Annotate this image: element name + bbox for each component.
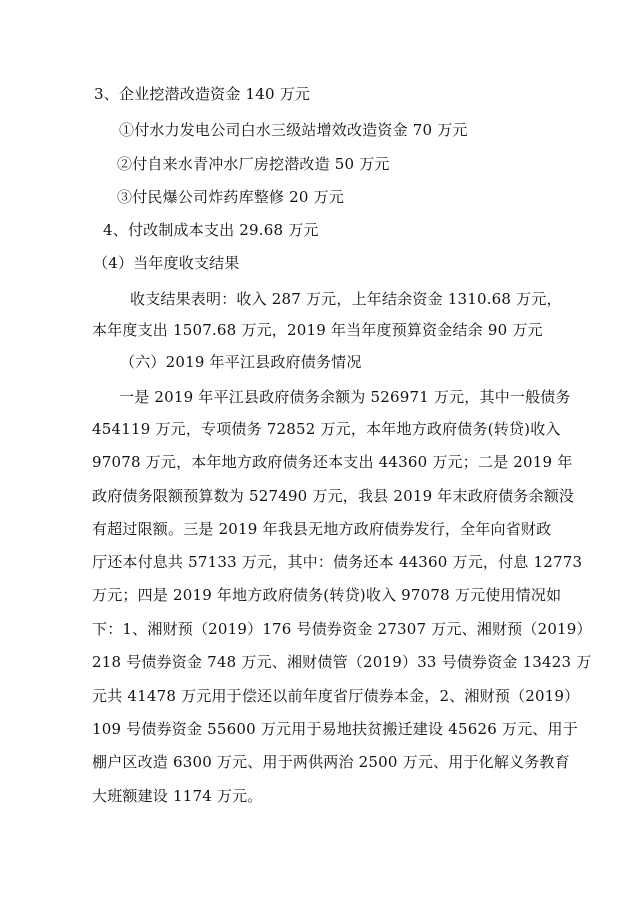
paragraph-line: 97078 万元，本年地方政府债务还本支出 44360 万元；二是 2019 年: [92, 453, 573, 471]
paragraph-line: 454119 万元，专项债务 72852 万元，本年地方政府债务(转贷)收入: [92, 420, 561, 438]
section-heading-annual-result: （4）当年度收支结果: [93, 254, 240, 272]
paragraph-line: 本年度支出 1507.68 万元，2019 年当年度预算资金结余 90 万元: [92, 321, 543, 339]
paragraph-line: 万元；四是 2019 年地方政府债务(转贷)收入 97078 万元使用情况如: [92, 586, 562, 604]
sub-item-waterworks: ②付自来水青冲水厂房挖潜改造 50 万元: [117, 155, 390, 173]
paragraph-line: 一是 2019 年平江县政府债务余额为 526971 万元，其中一般债务: [119, 388, 571, 406]
paragraph-line: 厅还本付息共 57133 万元，其中：债务还本 44360 万元，付息 12773: [92, 553, 583, 571]
paragraph-line: 棚户区改造 6300 万元、用于两供两治 2500 万元、用于化解义务教育: [92, 753, 570, 771]
paragraph-line: 有超过限额。三是 2019 年我县无地方政府债券发行，全年向省财政: [92, 520, 552, 538]
paragraph-line: 218 号债券资金 748 万元、湘财债管（2019）33 号债券资金 13423 万: [92, 653, 592, 671]
paragraph-line: 大班额建设 1174 万元。: [92, 787, 263, 805]
sub-item-explosives-warehouse: ③付民爆公司炸药库整修 20 万元: [117, 188, 345, 206]
paragraph-line: 政府债务限额预算数为 527490 万元，我县 2019 年末政府债务余额没: [92, 487, 575, 505]
list-item-restructuring-cost: 4、付改制成本支出 29.68 万元: [103, 221, 319, 239]
section-heading-government-debt: （六）2019 年平江县政府债务情况: [120, 353, 362, 371]
paragraph-line: 下：1、湘财预（2019）176 号债券资金 27307 万元、湘财预（2019）: [92, 620, 592, 638]
paragraph-line: 元共 41478 万元用于偿还以前年度省厅债券本金，2、湘财预（2019）: [92, 687, 580, 705]
sub-item-hydropower: ①付水力发电公司白水三级站增效改造资金 70 万元: [119, 121, 468, 139]
paragraph-line: 收支结果表明：收入 287 万元，上年结余资金 1310.68 万元，: [130, 290, 562, 308]
list-item-enterprise-funds: 3、企业挖潜改造资金 140 万元: [94, 85, 311, 103]
paragraph-line: 109 号债券资金 55600 万元用于易地扶贫搬迁建设 45626 万元、用于: [92, 720, 578, 738]
